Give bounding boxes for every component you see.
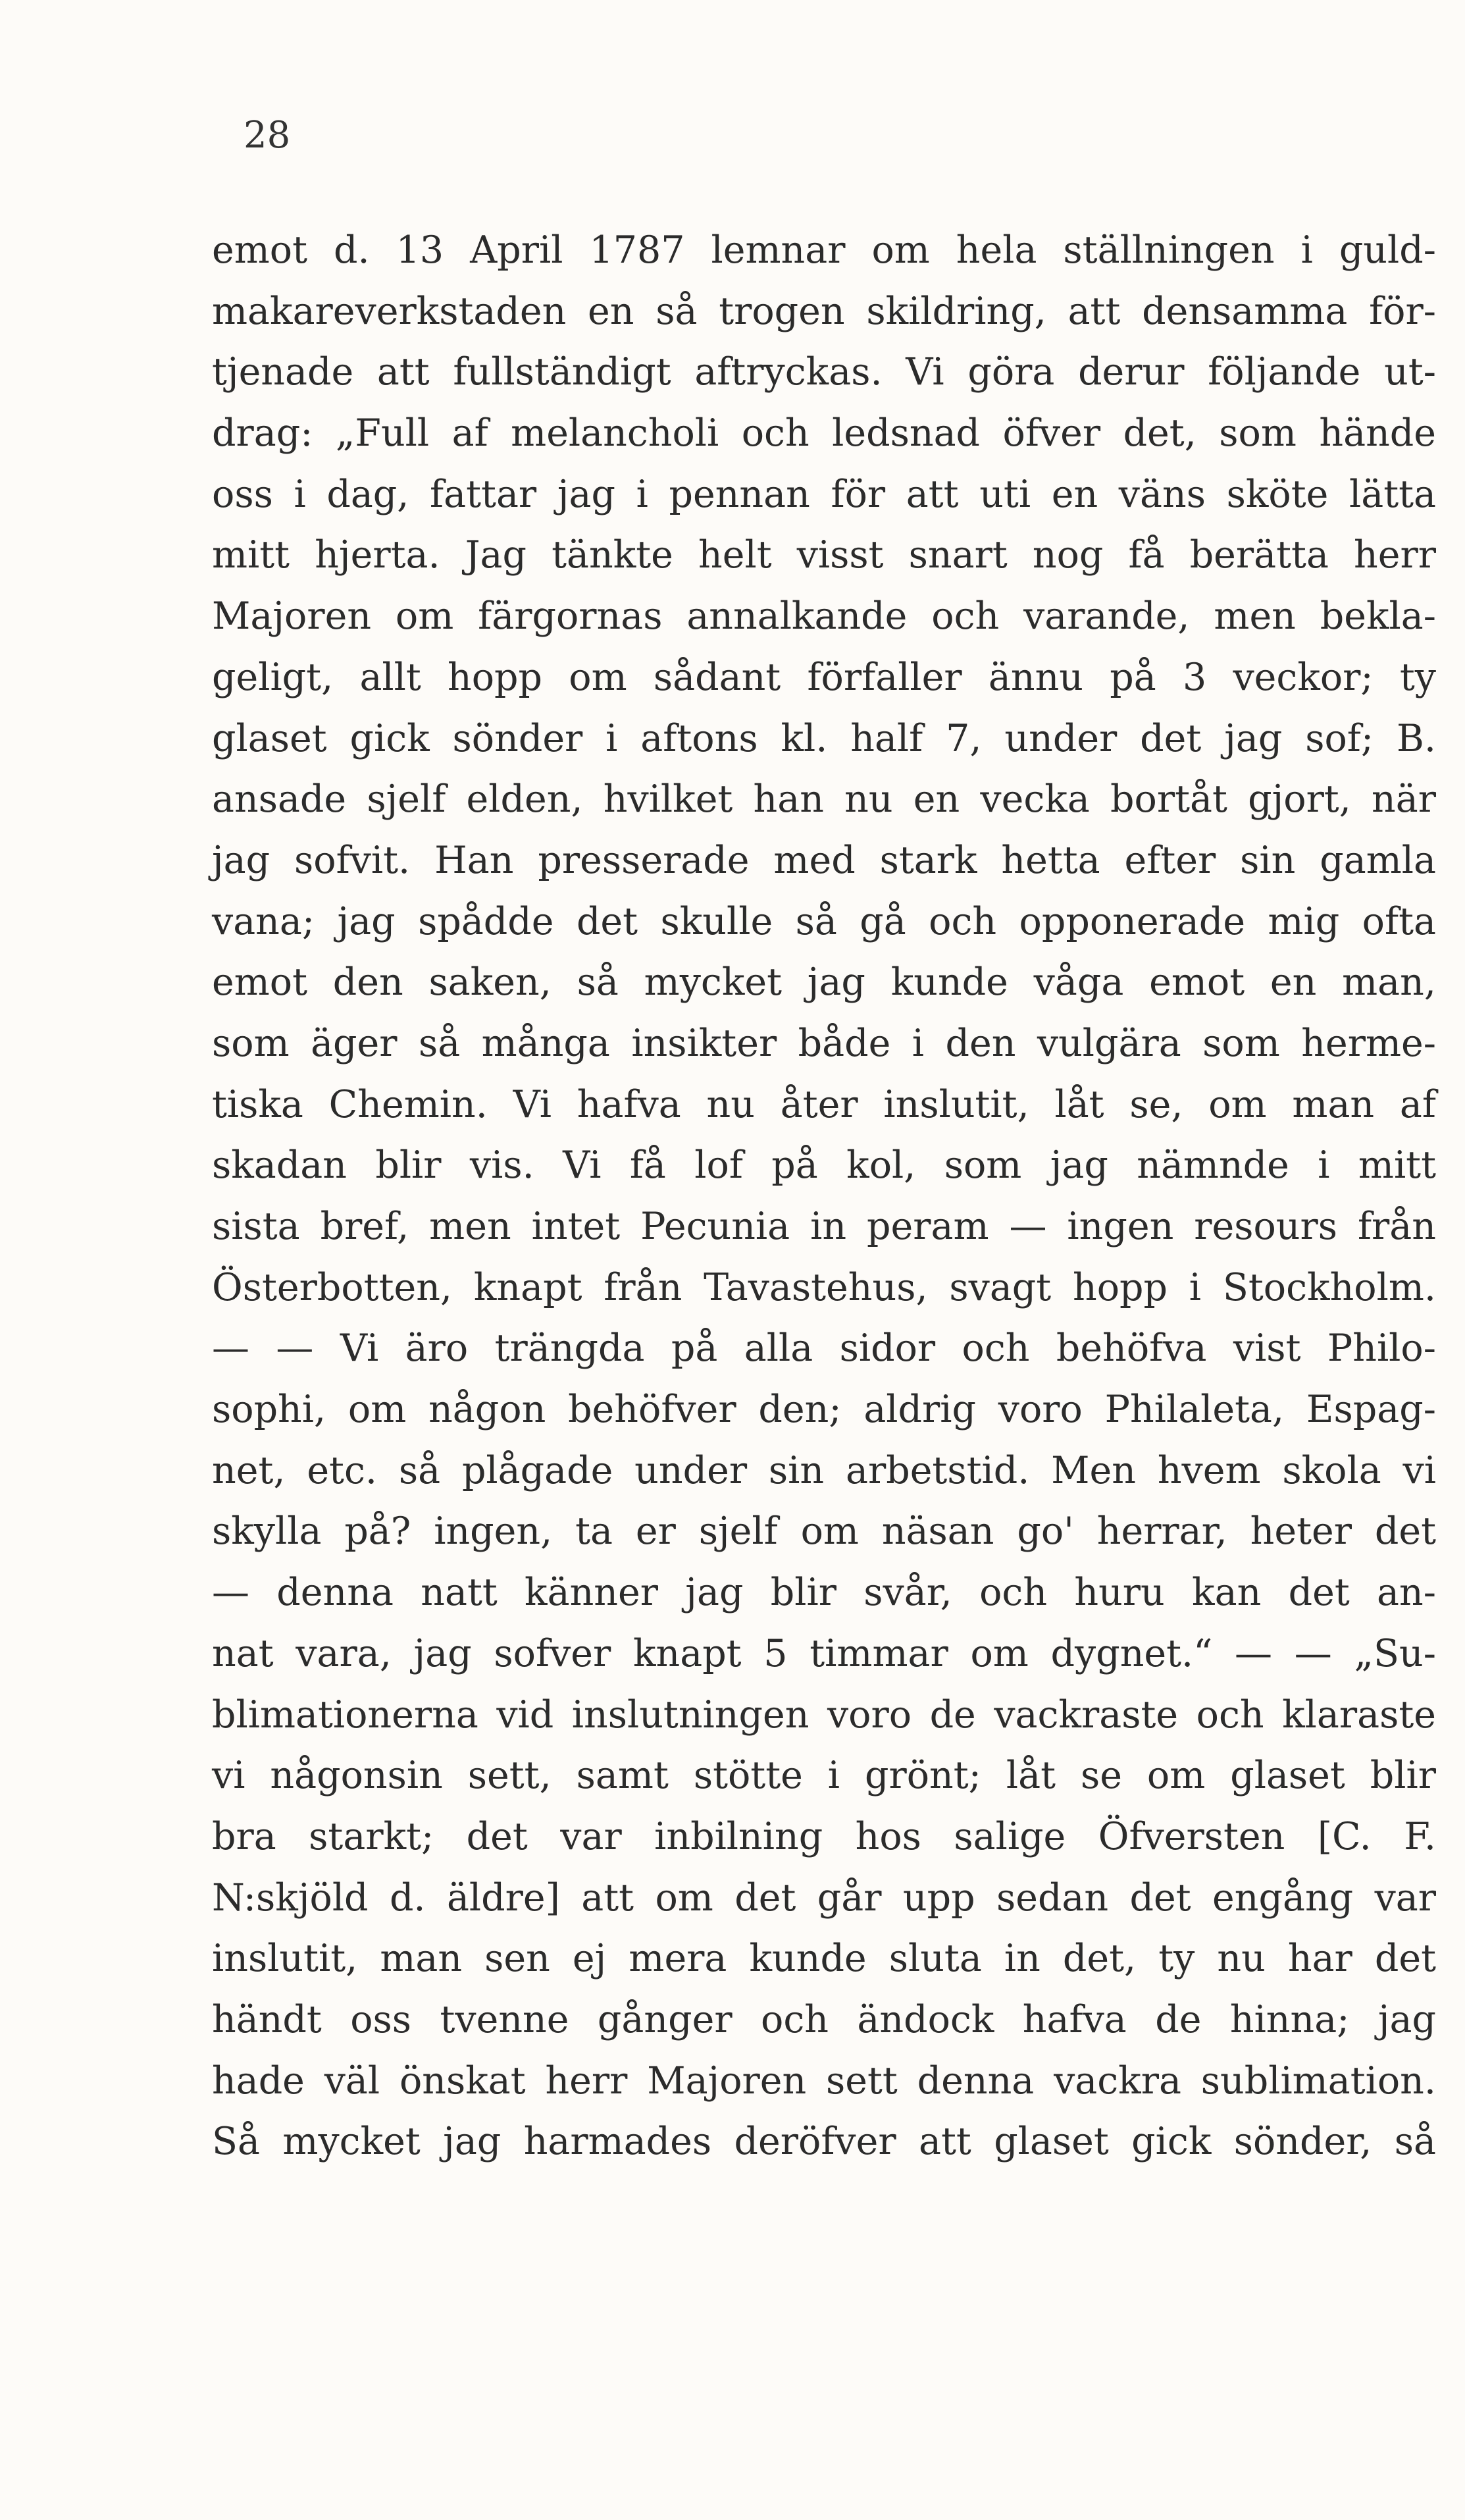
text-line: mitt hjerta. Jag tänkte helt visst snart nog få berätta herr — [212, 533, 1436, 577]
text-line: sophi, om någon behöfver den; aldrig voro Philaleta, Espag- — [212, 1388, 1436, 1432]
text-line: jag sofvit. Han presserade med stark hetta efter sin gamla — [212, 838, 1436, 882]
text-line: tjenade att fullständigt aftryckas. Vi göra derur följande ut- — [212, 350, 1436, 394]
text-line: vana; jag spådde det skulle så gå och opponerade mig ofta — [212, 899, 1436, 943]
text-line: oss i dag, fattar jag i pennan för att uti en väns sköte lätta — [212, 472, 1436, 516]
text-line: bra starkt; det var inbilning hos salige Öfversten [C. F. — [212, 1814, 1436, 1858]
text-line: blimationerna vid inslutningen voro de vackraste och klaraste — [212, 1693, 1436, 1737]
text-line: glaset gick sönder i aftons kl. half 7, under det jag sof; B. — [212, 716, 1436, 760]
text-line: geligt, allt hopp om sådant förfaller ännu på 3 veckor; ty — [212, 655, 1436, 699]
text-line: hade väl önskat herr Majoren sett denna vackra sublimation. — [212, 2059, 1436, 2103]
text-line: tiska Chemin. Vi hafva nu åter inslutit, låt se, om man af — [212, 1082, 1436, 1126]
text-line: — — Vi äro trängda på alla sidor och behöfva vist Philo- — [212, 1326, 1436, 1371]
text-line: skadan blir vis. Vi få lof på kol, som jag nämnde i mitt — [212, 1143, 1436, 1188]
page-number: 28 — [244, 114, 291, 157]
text-line: Majoren om färgornas annalkande och varande, men bekla- — [212, 594, 1436, 639]
text-line: sista bref, men intet Pecunia in peram — ingen resours från — [212, 1205, 1436, 1248]
text-line: inslutit, man sen ej mera kunde sluta in det, ty nu har det — [212, 1937, 1436, 1981]
text-line: net, etc. så plågade under sin arbetstid. Men hvem skola vi — [212, 1448, 1436, 1492]
text-line: Österbotten, knapt från Tavastehus, svagt hopp i Stockholm. — [212, 1265, 1436, 1309]
text-line: Så mycket jag harmades deröfver att glaset gick sönder, så — [212, 2120, 1436, 2164]
text-line: nat vara, jag sofver knapt 5 timmar om dygnet.“ — — „Su- — [212, 1631, 1436, 1675]
text-line: som äger så många insikter både i den vulgära som herme- — [212, 1021, 1436, 1065]
text-line: skylla på? ingen, ta er sjelf om näsan go' herrar, heter det — [212, 1509, 1436, 1554]
text-line: emot d. 13 April 1787 lemnar om hela ställningen i guld- — [212, 228, 1436, 272]
text-line: ansade sjelf elden, hvilket han nu en vecka bortåt gjort, när — [212, 777, 1436, 822]
text-line: drag: „Full af melancholi och ledsnad öfver det, som hände — [212, 411, 1436, 456]
text-line: vi någonsin sett, samt stötte i grönt; låt se om glaset blir — [212, 1754, 1436, 1798]
text-line: händt oss tvenne gånger och ändock hafva de hinna; jag — [212, 1997, 1436, 2041]
body-text — [212, 220, 1436, 2172]
text-line: makareverkstaden en så trogen skildring, att densamma för- — [212, 289, 1436, 333]
text-line: — denna natt känner jag blir svår, och huru kan det an- — [212, 1571, 1436, 1615]
text-line: emot den saken, så mycket jag kunde våga emot en man, — [212, 960, 1436, 1005]
text-line: N:skjöld d. äldre] att om det går upp sedan det engång var — [212, 1876, 1436, 1920]
